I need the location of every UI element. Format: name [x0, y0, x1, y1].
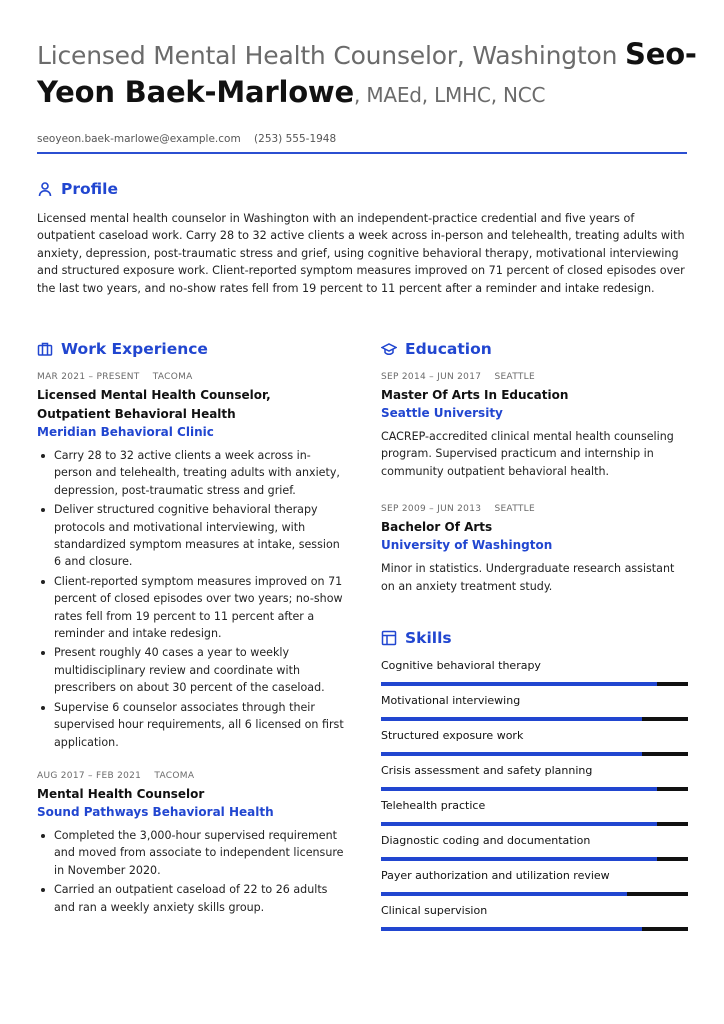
- skill-bar: [381, 892, 688, 896]
- skill-item: [381, 904, 691, 931]
- job-dates: AUG 2017 – FEB 2021: [37, 770, 142, 781]
- job-role: Mental Health Counselor: [37, 786, 205, 801]
- job-meta: [37, 771, 347, 781]
- education-heading-text: Education: [405, 340, 492, 358]
- list-item: Carried an outpatient caseload of 22 to 26 adults and ran a weekly anxiety skills group.: [37, 881, 347, 916]
- education-entry: [381, 372, 691, 480]
- job-organization: Meridian Behavioral Clinic: [37, 425, 214, 439]
- work-experience-heading-text: Work Experience: [61, 340, 208, 358]
- degree-title: Bachelor Of Arts: [381, 520, 493, 535]
- list-item: Carry 28 to 32 active clients a week across in-person and telehealth, treating adults with anxiety, depression, post-traumatic stress and grief.: [37, 447, 347, 499]
- job-location: TACOMA: [154, 770, 195, 781]
- right-column: [381, 340, 691, 939]
- profile-section: [37, 180, 692, 297]
- job-meta: [37, 372, 347, 382]
- skill-bar: [381, 787, 688, 791]
- education-description: CACREP-accredited clinical mental health counseling program. Supervised practicum and internship in community outpatient behavioral health.: [381, 430, 674, 478]
- resume-header: [37, 36, 697, 145]
- header-divider: [37, 152, 687, 154]
- skill-item: [381, 729, 691, 756]
- skill-item: [381, 799, 691, 826]
- skill-bar-fill: [381, 682, 657, 686]
- skills-heading: [381, 629, 691, 647]
- work-experience-section: [37, 340, 347, 918]
- skill-name: Cognitive behavioral therapy: [381, 659, 541, 673]
- skill-item: [381, 659, 691, 686]
- education-dates: SEP 2009 – JUN 2013: [381, 504, 482, 515]
- skill-bar-fill: [381, 787, 657, 791]
- work-experience-heading: [37, 340, 347, 358]
- profile-heading: [37, 180, 692, 198]
- job-entry: [37, 771, 347, 916]
- education-location: SEATTLE: [494, 372, 535, 382]
- skill-name: Clinical supervision: [381, 904, 488, 918]
- skill-bar-fill: [381, 717, 642, 721]
- credentials: , MAEd, LMHC, NCC: [354, 83, 546, 107]
- skill-bar-fill: [381, 927, 642, 931]
- school-name: University of Washington: [381, 538, 553, 553]
- education-entry: [381, 504, 691, 595]
- education-meta: [381, 504, 691, 514]
- skill-bar: [381, 717, 688, 721]
- layout-icon: [381, 630, 397, 646]
- skill-bar-fill: [381, 857, 657, 861]
- education-location: SEATTLE: [494, 504, 535, 515]
- education-heading: [381, 340, 691, 358]
- person-name-first: Seo-: [625, 37, 697, 71]
- skill-item: [381, 869, 691, 896]
- graduation-cap-icon: [381, 341, 397, 357]
- education-section: [381, 340, 691, 595]
- skill-bar-fill: [381, 892, 627, 896]
- person-name-rest: Yeon Baek-Marlowe: [37, 75, 354, 109]
- profile-heading-text: Profile: [61, 180, 118, 198]
- email-link[interactable]: seoyeon.baek-marlowe@example.com: [37, 133, 241, 145]
- education-meta: [381, 372, 691, 382]
- briefcase-icon: [37, 341, 53, 357]
- job-location: TACOMA: [152, 372, 193, 382]
- job-organization: Sound Pathways Behavioral Health: [37, 804, 274, 819]
- job-dates: MAR 2021 – PRESENT: [37, 372, 140, 382]
- job-role: Licensed Mental Health Counselor, Outpatient Behavioral Health: [37, 388, 271, 421]
- skill-name: Diagnostic coding and documentation: [381, 834, 591, 848]
- contact-line: [37, 133, 697, 145]
- education-description: Minor in statistics. Undergraduate research assistant on an anxiety treatment study.: [381, 562, 675, 593]
- skill-item: [381, 834, 691, 861]
- skill-bar: [381, 752, 688, 756]
- profile-summary: Licensed mental health counselor in Washington with an independent-practice credential and five years of outpatient caseload work. Carry 28 to 32 active clients a week across in-person and telehealth, treating adults with anxiety, depression, post-traumatic stress and grief, using cognitive behavioral therapy, motivational interviewing and structured exposure work. Client-reported symptom measures improved on 71 percent of closed episodes over the last two years, and no-show rates fell from 19 percent to 11 percent after a reminder and intake redesign.: [37, 212, 685, 295]
- list-item: Client-reported symptom measures improved on 71 percent of closed episodes over two years; no-show rates fell from 19 percent to 11 percent after a reminder and intake redesign.: [37, 573, 347, 643]
- skill-bar-fill: [381, 752, 642, 756]
- degree-title: Master Of Arts In Education: [381, 388, 569, 402]
- job-bullets: [37, 447, 347, 751]
- skills-heading-text: Skills: [405, 629, 452, 648]
- skills-section: [381, 629, 691, 931]
- job-bullets: [37, 827, 347, 916]
- skill-name: Crisis assessment and safety planning: [381, 764, 593, 778]
- skill-bar: [381, 822, 688, 826]
- school-name: Seattle University: [381, 406, 503, 420]
- list-item: Completed the 3,000-hour supervised requirement and moved from associate to independent licensure in November 2020.: [37, 827, 347, 879]
- job-entry: [37, 372, 347, 751]
- skill-bar: [381, 927, 688, 931]
- skill-item: [381, 694, 691, 721]
- phone-number[interactable]: (253) 555-1948: [254, 133, 337, 145]
- page-title: [37, 36, 697, 113]
- skill-name: Payer authorization and utilization review: [381, 869, 610, 883]
- skill-name: Telehealth practice: [381, 799, 486, 813]
- list-item: Deliver structured cognitive behavioral therapy protocols and motivational interviewing, with standardized symptom measures at intake, session 6 and closure.: [37, 501, 347, 571]
- skill-bar: [381, 682, 688, 686]
- skill-item: [381, 764, 691, 791]
- skills-list: [381, 659, 691, 931]
- job-title: Licensed Mental Health Counselor, Washington: [37, 41, 618, 70]
- skill-bar-fill: [381, 822, 657, 826]
- person-icon: [37, 181, 53, 197]
- skill-name: Motivational interviewing: [381, 694, 521, 708]
- skill-bar: [381, 857, 688, 861]
- list-item: Supervise 6 counselor associates through their supervised hour requirements, all 6 licensed on first application.: [37, 699, 347, 751]
- list-item: Present roughly 40 cases a year to weekly multidisciplinary review and coordinate with prescribers on about 30 percent of the caseload.: [37, 644, 347, 696]
- education-dates: SEP 2014 – JUN 2017: [381, 372, 482, 382]
- skill-name: Structured exposure work: [381, 729, 524, 743]
